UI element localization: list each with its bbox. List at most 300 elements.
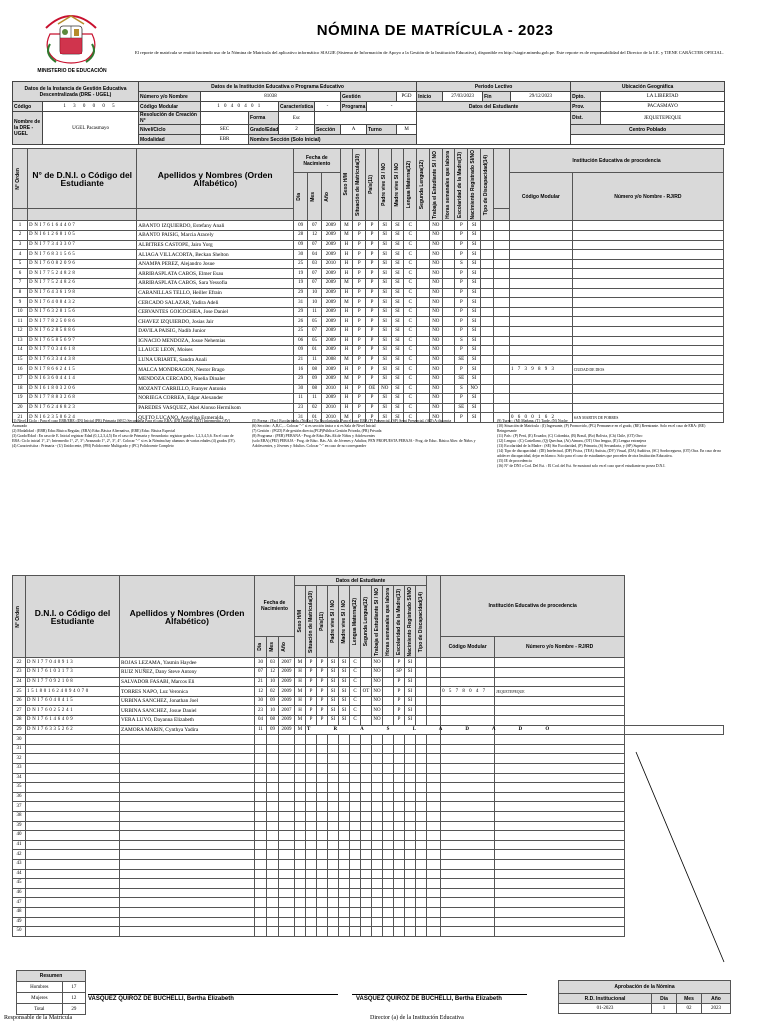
row-student-name: QUITO LUCANO, Anyelina Esmeralda [137,413,294,423]
nombre-rd-header-2: Número y/o Nombre - RJ/RD [495,636,625,658]
row-cell-pa: SI [328,677,339,687]
row-number: 3 [13,240,28,250]
row-student-name: DAVILA PAISIG, Nadib Junior [137,327,294,337]
empty-cell [279,735,295,745]
row-cell-d: 04 [255,716,267,726]
empty-cell [394,831,405,841]
row-cell-d: 19 [294,269,308,279]
empty-cell [383,907,394,917]
row-cell-d: 09 [294,221,308,231]
row-cell-ma: SI [391,336,404,346]
row-cell-y: 2009 [321,269,340,279]
empty-cell [120,888,255,898]
empty-cell [416,821,427,831]
empty-cell [339,821,350,831]
row-number: 22 [13,658,26,668]
fin-label: Fin [483,92,511,102]
row-cell-sit: P [353,336,366,346]
empty-cell [120,917,255,927]
row-cell-d: 29 [294,307,308,317]
row-cell-tr: NO [372,658,383,668]
row-cell-extra [427,677,441,687]
row-cell-na: SI [468,250,481,260]
row-cell-m: 09 [267,725,279,735]
empty-cell [441,898,495,908]
row-cell-m: 01 [308,413,322,423]
responsable-name: VASQUEZ QUIROZ DE BUCHELLI, Bertha Elizabeth [88,996,234,1002]
row-cell-h [442,307,455,317]
empty-cell [295,754,306,764]
row-cell-sl [361,668,372,678]
row-cell-pais: P [317,696,328,706]
row-cell-s: H [340,240,353,250]
row-cell-s: H [340,269,353,279]
row-cell-pais: P [366,355,379,365]
empty-cell [394,907,405,917]
row-cell-na: SI [405,696,416,706]
row-cell-d: 25 [294,327,308,337]
empty-cell [405,859,416,869]
row-cell-ma: SI [391,355,404,365]
row-dni: D N I 7 7 0 3 4 6 1 8 [28,346,137,356]
empty-cell [26,802,120,812]
empty-cell [328,744,339,754]
row-cell-m: 07 [308,279,322,289]
row-dni: D N I 7 7 0 4 0 9 1 3 [26,658,120,668]
empty-cell [495,927,625,937]
empty-cell [267,773,279,783]
row-cell-na: SI [468,317,481,327]
table-row [13,336,724,346]
procedencia-header: Institución Educativa de procedencia [510,149,724,173]
empty-cell [383,831,394,841]
row-procedencia-codigo: 0 6 0 0 1 6 2 [510,413,573,423]
empty-cell [350,783,361,793]
row-cell-pais: P [366,374,379,384]
empty-cell [405,764,416,774]
row-procedencia-nombre [572,307,723,317]
row-cell-lm: C [404,250,417,260]
row-cell-y: 2009 [279,725,295,735]
row-cell-sl [417,394,430,404]
dpto-value: LA LIBERTAD [601,92,725,102]
empty-cell [383,898,394,908]
row-cell-es: P [455,298,468,308]
row-cell-ma: SI [391,374,404,384]
empty-cell [405,850,416,860]
empty-cell [26,821,120,831]
empty-cell [405,744,416,754]
empty-cell [361,764,372,774]
row-number: 12 [13,327,28,337]
empty-cell [405,735,416,745]
row-procedencia-codigo [510,403,573,413]
row-cell-m: 08 [267,716,279,726]
row-cell-d: 23 [294,403,308,413]
modalidad-value: EBR [201,135,249,145]
row-cell-extra [493,346,509,356]
empty-cell [306,840,317,850]
empty-cell [279,764,295,774]
row-cell-sit: P [306,706,317,716]
empty-cell [394,917,405,927]
dni-header: N° de D.N.I. o Código del Estudiante [28,149,137,209]
row-cell-s: H [295,677,306,687]
empty-cell [361,744,372,754]
row-number: 2 [13,231,28,241]
row-cell-di [480,336,493,346]
row-cell-di [480,403,493,413]
row-cell-sl [417,298,430,308]
empty-cell [416,773,427,783]
empty-cell [339,754,350,764]
row-procedencia-codigo [510,355,573,365]
institution-info-table [12,81,725,145]
empty-cell [26,735,120,745]
row-procedencia-nombre [572,298,723,308]
row-cell-extra [493,259,509,269]
row-cell-na: SI [468,269,481,279]
row-cell-sit: P [353,288,366,298]
row-procedencia-codigo [510,240,573,250]
empty-cell [328,859,339,869]
empty-cell [383,840,394,850]
row-cell-extra [493,279,509,289]
empty-cell [441,811,495,821]
caracteristica-value: - [315,102,341,112]
table-row [13,716,724,726]
numero-label: Número y/o Nombre [139,92,201,102]
empty-cell [267,802,279,812]
row-cell-sit: P [306,696,317,706]
empty-cell [495,783,625,793]
row-cell-es: SE [455,403,468,413]
empty-cell [255,888,267,898]
row-dni: D N I 7 7 3 4 3 3 0 7 [28,240,137,250]
empty-cell [306,744,317,754]
row-cell-na: SI [468,298,481,308]
row-cell-ma: SI [391,413,404,423]
row-cell-h [442,394,455,404]
row-cell-sl [361,696,372,706]
empty-cell [328,754,339,764]
row-cell-pais: P [317,668,328,678]
row-cell-s: H [340,317,353,327]
row-procedencia-nombre [572,384,723,394]
empty-cell [427,735,441,745]
row-cell-lm: C [404,327,417,337]
empty-cell [361,840,372,850]
row-cell-na: SI [405,706,416,716]
row-cell-ma: SI [339,706,350,716]
dist-label: Dist. [571,112,601,125]
row-cell-di [480,365,493,375]
row-cell-m: 03 [267,658,279,668]
empty-cell [361,831,372,841]
row-procedencia-codigo [510,317,573,327]
empty-cell [26,898,120,908]
row-cell-y: 2007 [279,706,295,716]
empty-cell [495,907,625,917]
inicio-value: 27/03/2023 [443,92,483,102]
row-cell-sit: P [353,355,366,365]
row-cell-extra [427,658,441,668]
row-procedencia-codigo [510,336,573,346]
row-procedencia-nombre [495,677,625,687]
responsable-signature-line [88,994,338,995]
row-cell-m: 08 [308,384,322,394]
row-dni: D N I 7 7 0 9 2 1 0 8 [26,677,120,687]
row-cell-tr: NO [372,696,383,706]
empty-cell [339,879,350,889]
row-cell-sl [361,658,372,668]
empty-cell [416,888,427,898]
empty-cell [267,907,279,917]
row-cell-sl [417,269,430,279]
empty-cell [416,764,427,774]
empty-cell [26,792,120,802]
row-cell-tr: NO [429,240,442,250]
empty-cell [394,869,405,879]
row-cell-h [442,403,455,413]
footnotes-col3: (9) Turno : (M) Mañana, (T) Tarde, (N) Noche (10) Situación de Matrícula : (I) Ingresante, (P) Promovido, (PG) Permanece en el grado, (RE) Reentrante. Solo en el caso de EBA: (RE) Reingresante (11) País : (P) Perú, (E) Ecuador, (C) Colombia, (B) Brasil, (Bo) Bolivia, (Ch) Chile, (OT) Otro (12) Lengua : (C) Castellano, (Q) Quechua, (Ai) Aimara, (OT) Otra lengua, (E) Lengua extranjera (13) Escolaridad de la Madre : (SE) Sin Escolaridad, (P) Primaria, (S) Secundaria, y (SP) Superior (14) Tipo de discapacidad : (DI) Intelectual, (DF) Física, (TEA) Autista, (DV) Visual, (DA) Auditiva, (SC) Sordoceguera, (OT) Otra. En caso de no adolecer discapacidad, dejar en blanco. Solo para el caso de estudiantes que proceden de otra Institución Educativa. (15) IE de procedencia (16) N° de DNI o Cod. Del Est. : El Cod. del Est. Se mostrará solo en el caso que el estudiante no posea D.N.I. [497,419,722,468]
row-cell-pais: P [366,317,379,327]
row-student-name: ROJAS LEZAMA, Yasmin Haydee [120,658,255,668]
row-cell-h [442,365,455,375]
row-procedencia-nombre [572,374,723,384]
row-cell-extra [493,336,509,346]
row-cell-es: P [394,696,405,706]
row-cell-na: SI [405,716,416,726]
row-cell-tr: NO [372,668,383,678]
row-cell-pa: SI [328,668,339,678]
row-cell-di [480,307,493,317]
row-cell-di [480,317,493,327]
row-procedencia-nombre [572,250,723,260]
row-number: 34 [13,773,26,783]
table-row [13,221,724,231]
grado-value: 2 [279,125,315,135]
row-cell-es: P [455,413,468,423]
numero-value: 81038 [201,92,341,102]
row-procedencia-codigo [441,677,495,687]
empty-cell [279,898,295,908]
row-procedencia-nombre [495,696,625,706]
table-row [13,259,724,269]
empty-cell [383,811,394,821]
row-cell-sl [417,240,430,250]
empty-cell [383,821,394,831]
row-student-name: CERCADO SALAZAR, Yadira Adeli [137,298,294,308]
row-number: 21 [13,413,28,423]
row-student-name: NORIEGA CORREA, Edgar Alexander [137,394,294,404]
programa-label: Programa [342,103,366,110]
empty-cell [279,792,295,802]
empty-cell [405,927,416,937]
row-cell-tr: NO [429,250,442,260]
empty-cell [372,879,383,889]
page-title: NÓMINA DE MATRÍCULA - 2023 [316,22,554,39]
empty-row [13,744,724,754]
row-dni: D N I 7 6 8 3 1 5 6 5 [28,250,137,260]
empty-cell [350,907,361,917]
row-cell-ma: SI [391,269,404,279]
empty-cell [255,831,267,841]
row-cell-y: 2009 [321,365,340,375]
empty-cell [339,917,350,927]
row-cell-s: H [340,365,353,375]
row-cell-sit: P [306,716,317,726]
hombres-label: Hombres [17,982,63,993]
row-cell-tr: NO [429,269,442,279]
empty-cell [372,754,383,764]
empty-cell [255,764,267,774]
row-dni: D N I 7 6 3 3 5 2 6 2 [26,725,120,735]
row-cell-d: 23 [255,706,267,716]
rd-label: R.D. Institucional [559,994,652,1004]
empty-cell [255,821,267,831]
row-student-name: ARRIBASPLATA CABOS, Sara Yessofia [137,279,294,289]
row-number: 25 [13,687,26,697]
empty-cell [416,859,427,869]
nivel-value: SEC [201,125,249,135]
row-cell-s: M [295,725,306,735]
row-procedencia-codigo [510,288,573,298]
row-cell-di [416,687,427,697]
empty-cell [279,859,295,869]
empty-cell [120,735,255,745]
row-number: 19 [13,394,28,404]
row-cell-extra [493,327,509,337]
row-cell-sit: P [306,687,317,697]
ie-header: Datos de la Institución Educativa o Programa Educativo [139,82,417,92]
empty-cell [120,898,255,908]
row-cell-lm: C [404,288,417,298]
row-cell-sit: P [353,403,366,413]
forma-label: Forma [249,112,279,125]
row-cell-sit: P [306,677,317,687]
row-cell-di [480,259,493,269]
empty-cell [495,850,625,860]
row-cell-pa: SI [378,336,391,346]
row-dni: D N I 6 1 2 6 8 1 0 5 [28,231,137,241]
row-cell-d: 09 [294,240,308,250]
empty-cell [255,850,267,860]
empty-cell [394,927,405,937]
empty-cell [350,927,361,937]
row-number: 40 [13,831,26,841]
empty-cell [416,869,427,879]
empty-cell [317,917,328,927]
empty-cell [416,927,427,937]
empty-cell [405,831,416,841]
empty-cell [279,811,295,821]
empty-cell [350,831,361,841]
row-cell-m: 04 [308,250,322,260]
row-cell-h [383,687,394,697]
nombres-header-2: Apellidos y Nombres (Orden Alfabético) [120,576,255,658]
empty-row [13,917,724,927]
row-number: 24 [13,677,26,687]
empty-cell [279,888,295,898]
empty-cell [361,792,372,802]
row-cell-s: M [340,355,353,365]
empty-cell [361,927,372,937]
row-cell-pais: P [317,687,328,697]
empty-cell [255,917,267,927]
row-procedencia-nombre [495,668,625,678]
row-cell-sl [417,336,430,346]
row-number: 6 [13,269,28,279]
row-number: 33 [13,764,26,774]
row-cell-s: H [340,288,353,298]
empty-cell [267,879,279,889]
row-cell-na: SI [468,288,481,298]
empty-cell [306,888,317,898]
sexo-header: Sexo H/M [340,149,353,221]
row-cell-es: SE [455,374,468,384]
empty-row [13,802,724,812]
empty-cell [361,821,372,831]
table-row [13,355,724,365]
empty-cell [372,744,383,754]
row-cell-h [383,668,394,678]
empty-cell [416,735,427,745]
empty-cell [383,744,394,754]
row-cell-sit: P [353,317,366,327]
row-cell-pais: P [366,346,379,356]
row-cell-sl [417,365,430,375]
empty-cell [372,783,383,793]
row-cell-extra [493,250,509,260]
row-procedencia-codigo [510,250,573,260]
row-number: 8 [13,288,28,298]
empty-cell [441,802,495,812]
empty-cell [416,907,427,917]
empty-cell [26,917,120,927]
empty-cell [306,754,317,764]
empty-cell [295,927,306,937]
row-number: 1 [13,221,28,231]
row-cell-sl [417,403,430,413]
row-cell-y: 2009 [279,696,295,706]
row-cell-es: P [394,687,405,697]
row-cell-di [480,288,493,298]
empty-cell [295,821,306,831]
empty-cell [441,840,495,850]
empty-cell [441,792,495,802]
empty-cell [394,821,405,831]
empty-cell [317,744,328,754]
row-number: 46 [13,888,26,898]
empty-cell [361,773,372,783]
procedencia-header-2: Institución Educativa de procedencia [441,576,625,637]
empty-cell [295,859,306,869]
row-cell-extra [493,231,509,241]
table-row [13,327,724,337]
row-number: 27 [13,706,26,716]
row-dni: D N I 7 6 0 2 5 2 4 1 [26,706,120,716]
empty-cell [255,754,267,764]
nacimiento-header-2: Nacimiento Registrado SI/NO [405,586,416,658]
empty-cell [317,773,328,783]
row-cell-sit: P [353,365,366,375]
row-procedencia-codigo [510,269,573,279]
row-cell-sl [417,374,430,384]
empty-cell [255,783,267,793]
row-cell-pais: P [317,658,328,668]
row-dni: D N I 7 6 4 0 8 4 3 2 [28,298,137,308]
